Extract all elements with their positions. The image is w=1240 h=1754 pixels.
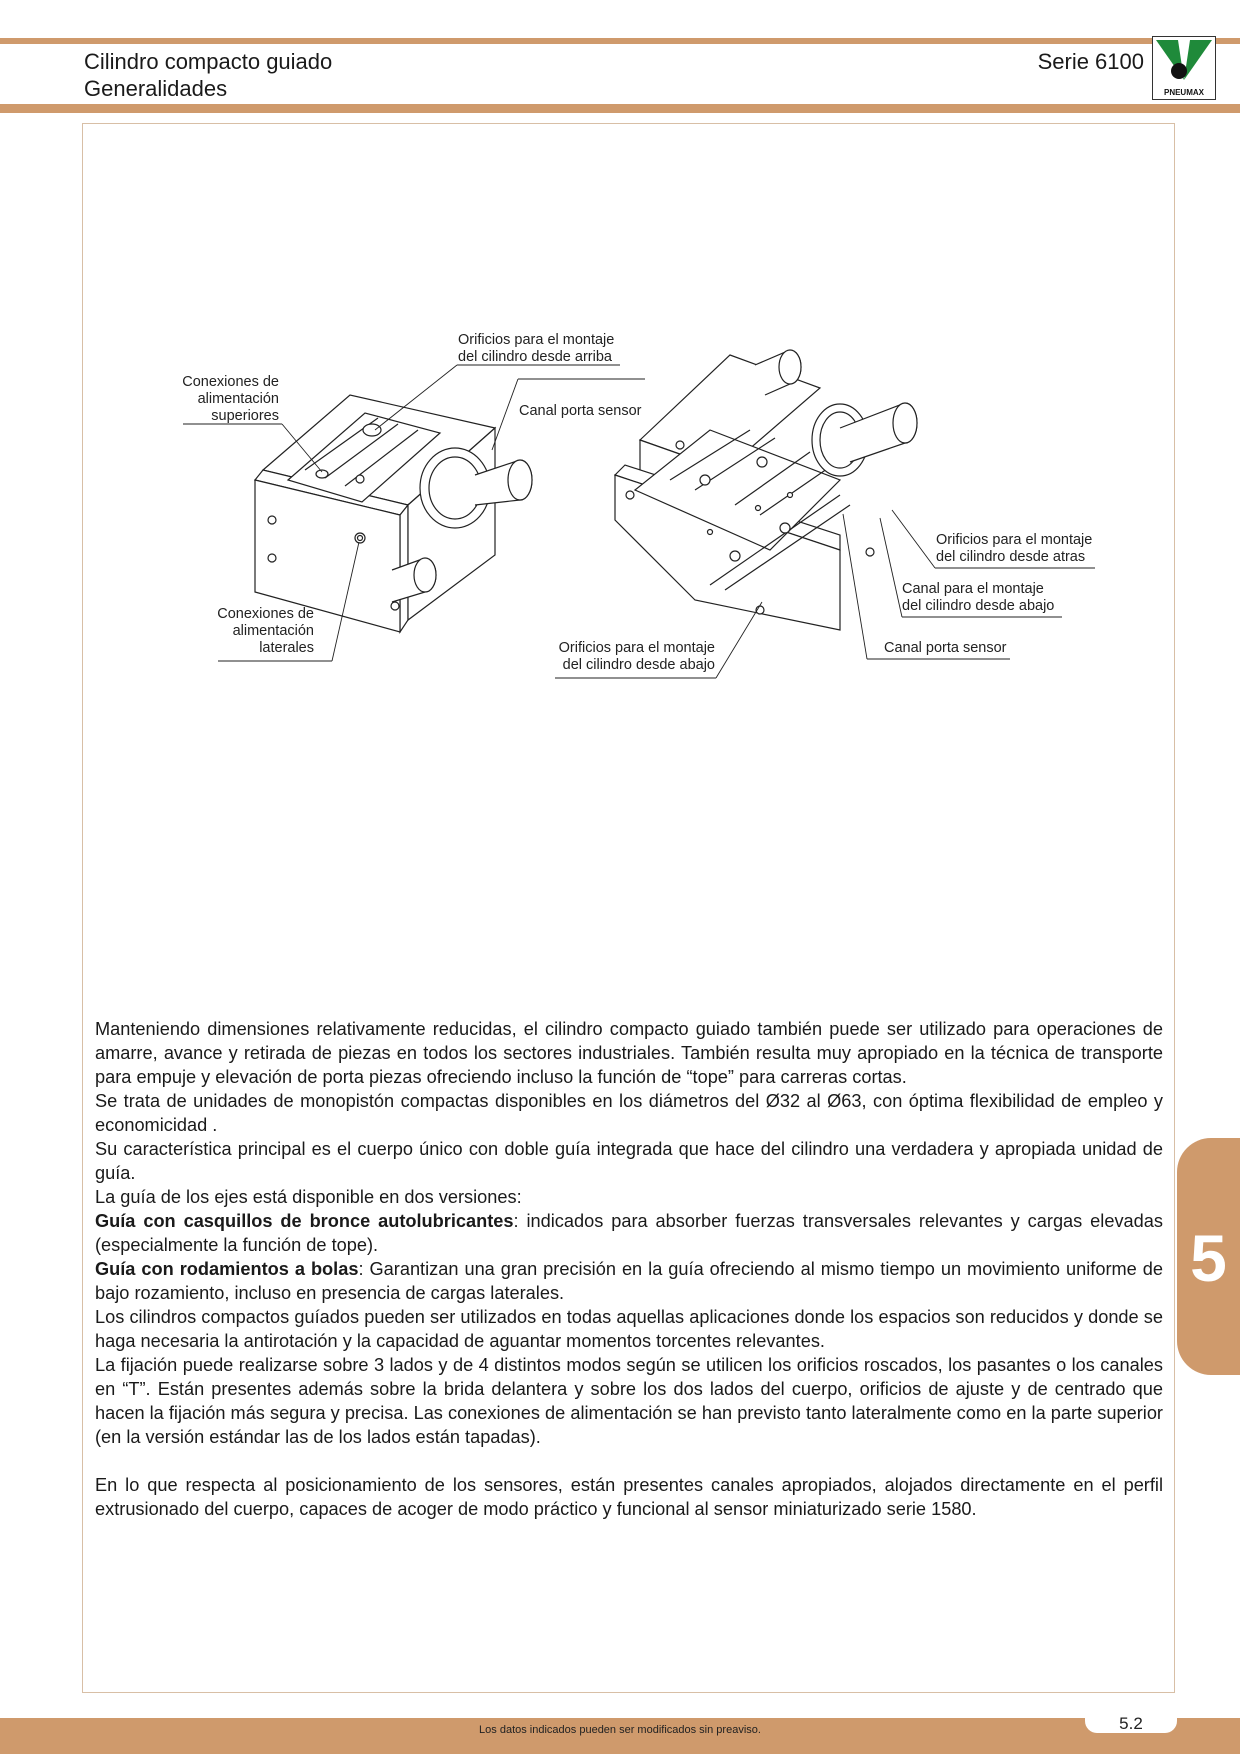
cylinder-right-view bbox=[615, 350, 917, 630]
series-label: Serie 6100 bbox=[1037, 49, 1144, 74]
paragraph: Su característica principal es el cuerpo único con doble guía integrada que hace del cilindro una verdadera y apropiada unidad de guía. bbox=[95, 1139, 1163, 1183]
chapter-number: 5 bbox=[1190, 1221, 1227, 1295]
paragraph-spacer bbox=[95, 1449, 1163, 1473]
paragraph: Manteniendo dimensiones relativamente reducidas, el cilindro compacto guiado también puede ser utilizado para operaciones de amarre, avance y retirada de piezas en todos los sectores industriales. También resulta muy apropiado en la técnica de transporte para empuje y elevación de porta piezas ofreciendo incluso la función de “tope” para carreras cortas. bbox=[95, 1019, 1163, 1087]
label-rear-mount-holes: Orificios para el montaje del cilindro desde atras bbox=[936, 532, 1093, 565]
paragraph: En lo que respecta al posicionamiento de los sensores, están presentes canales apropiados, alojados directamente en el perfil extrusionado del cuerpo, capaces de acoger de modo práctico y funcional al sensor miniaturizado serie 1580. bbox=[95, 1475, 1163, 1519]
page-number: 5.2 bbox=[1085, 1713, 1177, 1733]
bold-term: Guía con casquillos de bronce autolubricantes bbox=[95, 1211, 514, 1231]
label-top-mount-holes: Orificios para el montaje del cilindro desde arriba bbox=[458, 332, 615, 365]
paragraph: La fijación puede realizarse sobre 3 lados y de 4 distintos modos según se utilicen los orificios roscados, los pasantes o los canales en “T”. Están presentes además sobre la brida delantera y sobre los dos lados del cuerpo, orificios de ajuste y de centrado que hacen la fijación más segura y precisa. Las conexiones de alimentación se han previsto tanto lateralmente como en la parte superior (en la versión estándar las de los lados están tapadas). bbox=[95, 1355, 1163, 1447]
label-supply-top: Conexiones de alimentación superiores bbox=[182, 374, 279, 424]
document-subtitle: Generalidades bbox=[84, 76, 228, 101]
label-bottom-mount-holes: Orificios para el montaje del cilindro desde abajo bbox=[558, 640, 715, 673]
document-title: Cilindro compacto guiado bbox=[84, 49, 333, 74]
header-bottom-rule bbox=[0, 104, 1240, 113]
cylinder-left-view bbox=[255, 395, 532, 632]
paragraph: Los cilindros compactos guíados pueden ser utilizados en todas aquellas aplicaciones donde los espacios son reducidos y donde se haga necesaria la antirotación y la capacidad de aguantar momentos torcentes relevantes. bbox=[95, 1307, 1163, 1351]
logo-wordmark: PNEUMAX bbox=[1163, 88, 1205, 97]
pneumax-logo bbox=[1152, 36, 1216, 100]
label-sensor-slot-right: Canal porta sensor bbox=[884, 640, 1007, 656]
paragraph bbox=[95, 1257, 1163, 1305]
chapter-tab bbox=[1177, 1138, 1240, 1375]
paragraph bbox=[95, 1209, 1163, 1257]
body-text bbox=[95, 1017, 1163, 1521]
bold-term: Guía con rodamientos a bolas bbox=[95, 1259, 359, 1279]
paragraph: La guía de los ejes está disponible en dos versiones: bbox=[95, 1187, 522, 1207]
paragraph: Se trata de unidades de monopistón compactas disponibles en los diámetros del Ø32 al Ø63, con óptima flexibilidad de empleo y economicidad . bbox=[95, 1091, 1163, 1135]
footer-disclaimer: Los datos indicados pueden ser modificados sin preaviso. bbox=[479, 1724, 761, 1736]
label-supply-side: Conexiones de alimentación laterales bbox=[217, 606, 314, 656]
label-bottom-mount-slot: Canal para el montaje del cilindro desde abajo bbox=[902, 581, 1055, 614]
label-sensor-slot-left: Canal porta sensor bbox=[519, 403, 642, 419]
term-description: : indicados para absorber fuerzas transversales relevantes y cargas elevadas (especialmente la función de tope). bbox=[95, 1211, 1163, 1255]
header-top-rule bbox=[0, 38, 1240, 44]
term-description: : Garantizan una gran precisión en la guía ofreciendo al mismo tiempo un movimiento uniforme de bajo rozamiento, incluso en presencia de cargas laterales. bbox=[95, 1259, 1164, 1303]
